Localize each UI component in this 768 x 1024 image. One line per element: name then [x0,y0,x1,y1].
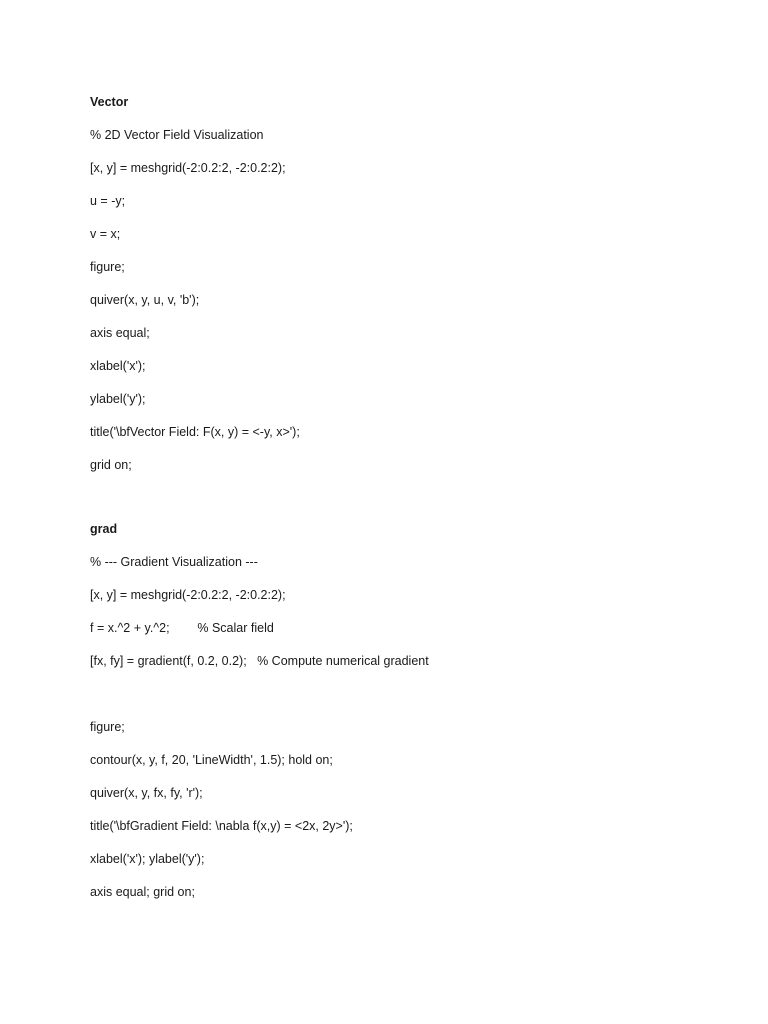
code-line: xlabel('x'); [90,359,146,373]
code-line: % --- Gradient Visualization --- [90,555,258,569]
code-line: figure; [90,260,125,274]
code-line: % 2D Vector Field Visualization [90,128,264,142]
code-line: title('\bfGradient Field: \nabla f(x,y) = <2x, 2y>'); [90,819,353,833]
code-line: quiver(x, y, u, v, 'b'); [90,293,200,307]
code-line: u = -y; [90,194,126,208]
section-heading-vector: Vector [90,95,129,109]
code-line: axis equal; grid on; [90,885,195,899]
code-line: xlabel('x'); ylabel('y'); [90,852,205,866]
code-line: grid on; [90,458,132,472]
code-line: ylabel('y'); [90,392,146,406]
code-line: [x, y] = meshgrid(-2:0.2:2, -2:0.2:2); [90,161,286,175]
code-line: contour(x, y, f, 20, 'LineWidth', 1.5); hold on; [90,753,333,767]
code-line: title('\bfVector Field: F(x, y) = <-y, x>'); [90,425,300,439]
code-line: quiver(x, y, fx, fy, 'r'); [90,786,203,800]
code-line: [x, y] = meshgrid(-2:0.2:2, -2:0.2:2); [90,588,286,602]
code-line: v = x; [90,227,121,241]
section-heading-grad: grad [90,522,118,536]
code-line: axis equal; [90,326,150,340]
code-line: [fx, fy] = gradient(f, 0.2, 0.2); % Compute numerical gradient [90,654,429,668]
code-line: figure; [90,720,125,734]
code-line: f = x.^2 + y.^2; % Scalar field [90,621,274,635]
